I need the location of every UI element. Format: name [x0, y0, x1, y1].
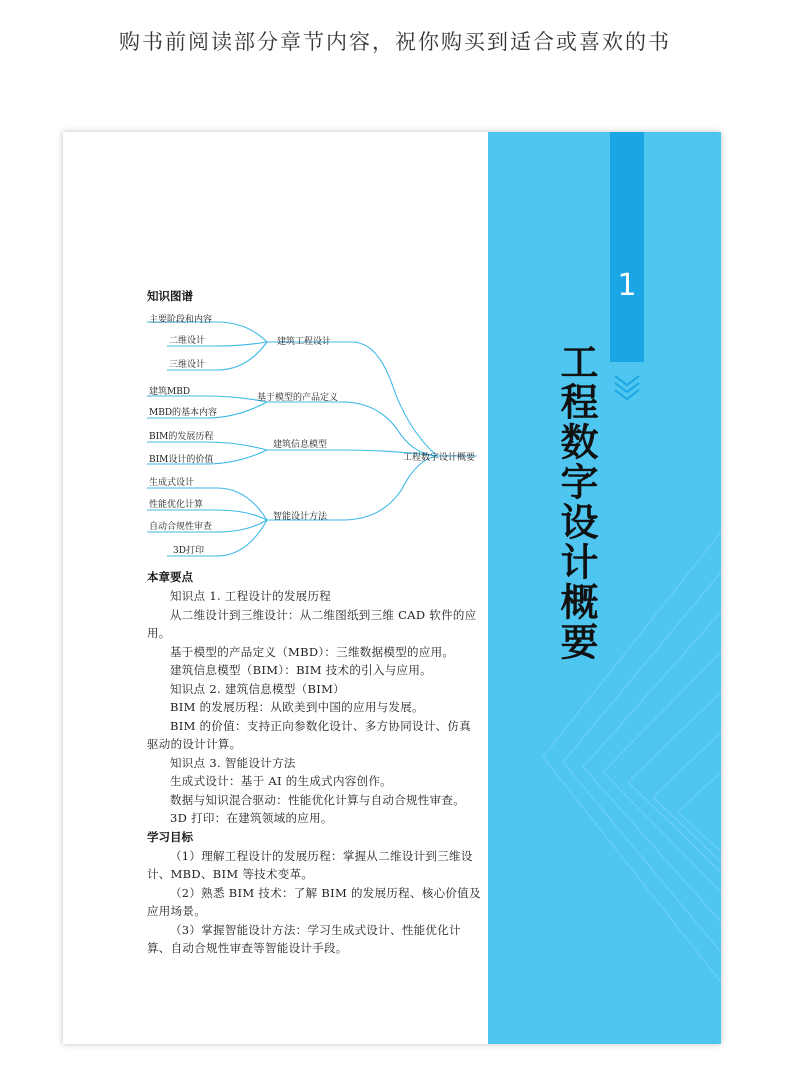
mindmap-leaf: MBD的基本内容 — [149, 408, 218, 418]
summary-line: 建筑信息模型（BIM）：BIM 技术的引入与应用。 — [170, 663, 432, 677]
objective-line: （3）掌握智能设计方法：学习生成式设计、性能优化计算、自动合规性审查等智能设计手段。 — [147, 922, 461, 955]
mindmap-branch: 基于模型的产品定义 — [257, 393, 339, 403]
mindmap-leaf: 性能优化计算 — [149, 500, 204, 510]
summary-line: 3D 打印：在建筑领域的应用。 — [170, 811, 333, 825]
summary-line: BIM 的价值：支持正向参数化设计、多方协同设计、仿真驱动的设计计算。 — [147, 718, 472, 751]
summary-line: 知识点 2. 建筑信息模型（BIM） — [170, 681, 345, 696]
mindmap-leaf: 二维设计 — [169, 336, 206, 346]
chapter-title: 工程数字设计概要 — [554, 342, 599, 662]
mindmap-root: 工程数字设计概要 — [403, 453, 476, 463]
chapter-tab — [610, 132, 644, 362]
summary-heading: 本章要点 — [147, 570, 193, 584]
mindmap-leaf: 三维设计 — [169, 360, 206, 370]
book-page — [63, 132, 721, 1044]
page-banner: 购书前阅读部分章节内容，祝你购买到适合或喜欢的书 — [119, 30, 671, 54]
summary-line: 生成式设计：基于 AI 的生成式内容创作。 — [170, 774, 392, 788]
mindmap-branch: 智能设计方法 — [273, 512, 328, 522]
mindmap-leaf: BIM的发展历程 — [149, 432, 214, 442]
decorative-lines — [488, 132, 721, 1044]
mindmap-leaf: 建筑MBD — [149, 387, 191, 397]
mindmap-branch: 建筑信息模型 — [273, 440, 328, 450]
mindmap-leaf: 3D打印 — [173, 546, 204, 556]
chapter-panel — [488, 132, 721, 1044]
mindmap-leaf: 自动合规性审查 — [149, 522, 213, 532]
summary-line: BIM 的发展历程：从欧美到中国的应用与发展。 — [170, 700, 424, 714]
chapter-number: 1 — [617, 268, 637, 303]
summary-line: 知识点 1. 工程设计的发展历程 — [170, 589, 332, 603]
chevron-down-icon — [612, 372, 642, 400]
mindmap-branch: 建筑工程设计 — [277, 337, 332, 347]
objectives-heading: 学习目标 — [147, 829, 193, 844]
chapter-summary — [147, 568, 482, 958]
summary-line: 数据与知识混合驱动：性能优化计算与自动合规性审查。 — [170, 792, 465, 807]
mindmap-leaf: 生成式设计 — [149, 478, 195, 488]
mindmap-leaf: BIM设计的价值 — [149, 455, 214, 465]
summary-line: 基于模型的产品定义（MBD）：三维数据模型的应用。 — [170, 644, 455, 659]
objective-line: （2）熟悉 BIM 技术：了解 BIM 的发展历程、核心价值及应用场景。 — [147, 885, 481, 918]
summary-line: 从二维设计到三维设计：从二维图纸到三维 CAD 软件的应用。 — [147, 607, 477, 640]
summary-line: 知识点 3. 智能设计方法 — [170, 755, 296, 770]
objective-line: （1）理解工程设计的发展历程：掌握从二维设计到三维设计、MBD、BIM 等技术变革。 — [147, 848, 473, 881]
mindmap-heading: 知识图谱 — [147, 289, 193, 303]
mindmap-leaf: 主要阶段和内容 — [149, 315, 213, 325]
